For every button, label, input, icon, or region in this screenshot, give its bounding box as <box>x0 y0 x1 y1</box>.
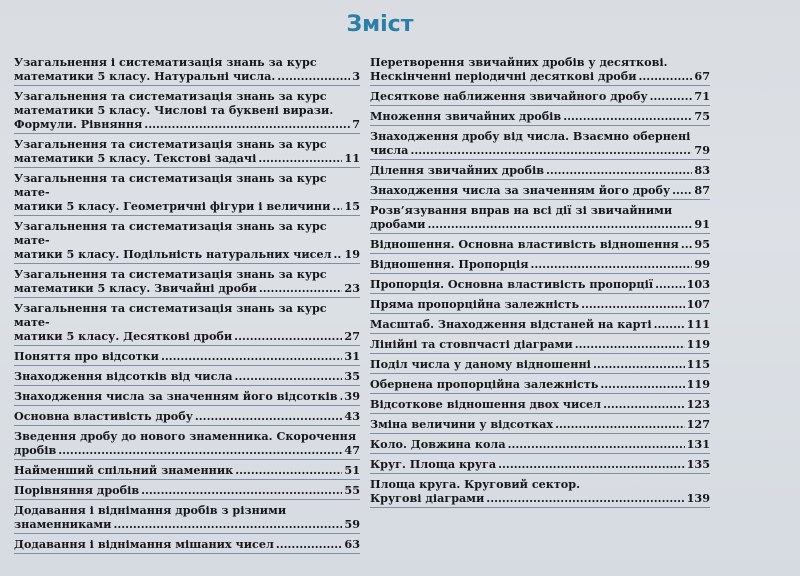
leader-dots <box>581 297 685 311</box>
leader-dots <box>235 369 343 383</box>
leader-dots <box>555 417 685 431</box>
toc-entry <box>14 480 360 500</box>
toc-entry-line: Узагальнення та систематизація знань за курс <box>14 137 327 151</box>
toc-entry <box>370 294 710 314</box>
toc-page-number: 63 <box>344 537 360 551</box>
leader-dots <box>340 389 343 403</box>
leader-dots <box>427 217 692 231</box>
toc-entry-title: знаменниками <box>14 517 112 531</box>
toc-page-number: 87 <box>694 183 710 197</box>
toc-page-number: 95 <box>694 237 710 251</box>
toc-entry <box>14 500 360 534</box>
toc-entry-title: Множення звичайних дробів <box>370 109 562 123</box>
toc-entry <box>370 334 710 354</box>
toc-entry <box>14 460 360 480</box>
leader-dots <box>655 277 685 291</box>
toc-entry <box>370 394 710 414</box>
toc-entry-title: Поняття про відсотки <box>14 349 159 363</box>
toc-entry <box>14 406 360 426</box>
leader-dots <box>593 357 685 371</box>
toc-page-number: 51 <box>344 463 360 477</box>
toc-entry-title: матики 5 класу. Геометричні фігури і величини <box>14 199 331 213</box>
toc-entry <box>370 234 710 254</box>
toc-page-number: 19 <box>344 247 360 261</box>
leader-dots <box>681 237 693 251</box>
toc-entry <box>14 426 360 460</box>
toc-page-number: 123 <box>686 397 710 411</box>
toc-entry-title: Пряма пропорційна залежність <box>370 297 580 311</box>
toc-entry-line: Знаходження дробу від числа. Взаємно обернені <box>370 129 691 143</box>
toc-entry-line: Узагальнення та систематизація знань за курс <box>14 267 327 281</box>
toc-entry-title: Знаходження числа за значенням його дробу <box>370 183 671 197</box>
toc-entry <box>370 454 710 474</box>
toc-page-number: 131 <box>686 437 710 451</box>
toc-entry-title: матики 5 класу. Десяткові дроби <box>14 329 233 343</box>
toc-page-number: 135 <box>686 457 710 471</box>
toc-entry-line: Розв’язування вправ на всі дії зі звичайними <box>370 203 673 217</box>
toc-entry <box>14 298 360 346</box>
toc-entry-title: Обернена пропорційна залежність <box>370 377 599 391</box>
toc-page-number: 111 <box>686 317 710 331</box>
toc-entry-title: Відсоткове відношення двох чисел <box>370 397 602 411</box>
leader-dots <box>234 329 342 343</box>
toc-entry-title: Масштаб. Знаходження відстаней на карті <box>370 317 652 331</box>
leader-dots <box>531 257 693 271</box>
toc-page-number: 119 <box>686 337 710 351</box>
toc-entry <box>370 160 710 180</box>
toc-entry-title: Кругові діаграми <box>370 491 485 505</box>
toc-page-number: 103 <box>686 277 710 291</box>
leader-dots <box>600 377 684 391</box>
toc-entry-title: Порівняння дробів <box>14 483 140 497</box>
toc-page-number: 139 <box>686 491 710 505</box>
toc-left-column <box>14 52 360 554</box>
leader-dots <box>603 397 685 411</box>
toc-entry <box>14 86 360 134</box>
toc-entry-title: Нескінченні періодичні десяткові дроби <box>370 69 637 83</box>
toc-entry <box>370 474 710 508</box>
toc-entry-title: дробів <box>14 443 57 457</box>
toc-page-number: 31 <box>344 349 360 363</box>
toc-entry-title: Відношення. Пропорція <box>370 257 529 271</box>
toc-entry <box>14 134 360 168</box>
toc-page-number: 119 <box>686 377 710 391</box>
toc-entry <box>14 346 360 366</box>
toc-page-number: 11 <box>344 151 360 165</box>
toc-entry <box>14 52 360 86</box>
toc-page-number: 35 <box>344 369 360 383</box>
toc-entry-line: Площа круга. Круговий сектор. <box>370 477 580 491</box>
leader-dots <box>333 247 342 261</box>
toc-entry <box>370 86 710 106</box>
toc-entry <box>370 434 710 454</box>
toc-entry <box>370 274 710 294</box>
toc-entry <box>370 414 710 434</box>
leader-dots <box>654 317 685 331</box>
toc-entry <box>370 106 710 126</box>
leader-dots <box>235 463 342 477</box>
leader-dots <box>486 491 684 505</box>
toc-entry-title: Лінійні та стовпчасті діаграми <box>370 337 573 351</box>
leader-dots <box>258 151 342 165</box>
toc-entry-line: Узагальнення та систематизація знань за курс мате- <box>14 171 327 199</box>
toc-entry-title: математики 5 класу. Звичайні дроби <box>14 281 257 295</box>
leader-dots <box>113 517 342 531</box>
leader-dots <box>141 483 342 497</box>
toc-entry-title: Формули. Рівняння <box>14 117 143 131</box>
leader-dots <box>58 443 342 457</box>
toc-entry-title: Найменший спільний знаменник <box>14 463 234 477</box>
leader-dots <box>332 199 342 213</box>
page-title: Зміст <box>346 12 414 37</box>
leader-dots <box>277 69 350 83</box>
toc-entry-line: Зведення дробу до нового знаменника. Скорочення <box>14 429 357 443</box>
toc-page-number: 43 <box>344 409 360 423</box>
toc-page-number: 47 <box>344 443 360 457</box>
toc-page-number: 3 <box>352 69 360 83</box>
toc-page-number: 75 <box>694 109 710 123</box>
toc-entry-line: Додавання і віднімання дробів з різними <box>14 503 287 517</box>
toc-entry-title: числа <box>370 143 409 157</box>
toc-entry-title: Пропорція. Основна властивість пропорції <box>370 277 654 291</box>
leader-dots <box>410 143 692 157</box>
toc-entry-title: Коло. Довжина кола <box>370 437 506 451</box>
leader-dots <box>144 117 350 131</box>
toc-entry <box>14 264 360 298</box>
toc-entry-title: дробами <box>370 217 426 231</box>
leader-dots <box>276 537 343 551</box>
toc-entry <box>14 534 360 554</box>
leader-dots <box>546 163 692 177</box>
leader-dots <box>161 349 342 363</box>
toc-entry-title: Додавання і віднімання мішаних чисел <box>14 537 274 551</box>
leader-dots <box>672 183 692 197</box>
toc-entry <box>370 52 710 86</box>
toc-entry-title: Круг. Площа круга <box>370 457 497 471</box>
toc-page-number: 59 <box>344 517 360 531</box>
toc-entry-line: Перетворення звичайних дробів у десяткові. <box>370 55 668 69</box>
toc-page-number: 91 <box>694 217 710 231</box>
toc-entry <box>14 216 360 264</box>
toc-entry-title: математики 5 класу. Текстові задачі <box>14 151 257 165</box>
toc-entry-title: Відношення. Основна властивість відношення <box>370 237 679 251</box>
toc-entry <box>14 386 360 406</box>
toc-entry-title: Знаходження відсотків від числа <box>14 369 233 383</box>
toc-entry-title: Поділ числа у даному відношенні <box>370 357 591 371</box>
toc-entry <box>370 180 710 200</box>
leader-dots <box>508 437 685 451</box>
toc-page-number: 7 <box>352 117 360 131</box>
toc-page-number: 23 <box>344 281 360 295</box>
toc-page-number: 27 <box>344 329 360 343</box>
toc-entry <box>370 374 710 394</box>
toc-entry <box>370 126 710 160</box>
toc-entry-line: Узагальнення та систематизація знань за курс мате- <box>14 219 327 247</box>
toc-entry-title: Ділення звичайних дробів <box>370 163 544 177</box>
toc-right-column <box>370 52 710 508</box>
toc-entry-line: математики 5 класу. Числові та буквені вирази. <box>14 103 334 117</box>
toc-entry <box>370 254 710 274</box>
toc-entry-title: математики 5 класу. Натуральні числа. <box>14 69 276 83</box>
toc-page-number: 107 <box>686 297 710 311</box>
toc-page-number: 67 <box>694 69 710 83</box>
leader-dots <box>639 69 693 83</box>
toc-entry-line: Узагальнення та систематизація знань за курс мате- <box>14 301 327 329</box>
leader-dots <box>259 281 343 295</box>
toc-entry-title: Зміна величини у відсотках <box>370 417 554 431</box>
leader-dots <box>498 457 685 471</box>
toc-page-number: 115 <box>686 357 710 371</box>
toc-page-number: 99 <box>694 257 710 271</box>
toc-page-number: 39 <box>344 389 360 403</box>
toc-entry <box>370 354 710 374</box>
toc-page-number: 79 <box>694 143 710 157</box>
toc-page-number: 55 <box>344 483 360 497</box>
toc-page-number: 83 <box>694 163 710 177</box>
toc-entry-title: Основна властивість дробу <box>14 409 193 423</box>
toc-page-number: 71 <box>694 89 710 103</box>
toc-entry <box>14 366 360 386</box>
toc-entry-title: Десяткове наближення звичайного дробу <box>370 89 648 103</box>
leader-dots <box>563 109 692 123</box>
leader-dots <box>575 337 685 351</box>
toc-entry <box>370 314 710 334</box>
toc-entry-line: Узагальнення і систематизація знань за курс <box>14 55 317 69</box>
toc-entry-title: матики 5 класу. Подільність натуральних чисел <box>14 247 332 261</box>
leader-dots <box>650 89 693 103</box>
toc-page-number: 127 <box>686 417 710 431</box>
toc-entry <box>14 168 360 216</box>
toc-entry-title: Знаходження числа за значенням його відсотків <box>14 389 338 403</box>
toc-page-number: 15 <box>344 199 360 213</box>
leader-dots <box>195 409 343 423</box>
toc-entry-line: Узагальнення та систематизація знань за курс <box>14 89 327 103</box>
toc-entry <box>370 200 710 234</box>
